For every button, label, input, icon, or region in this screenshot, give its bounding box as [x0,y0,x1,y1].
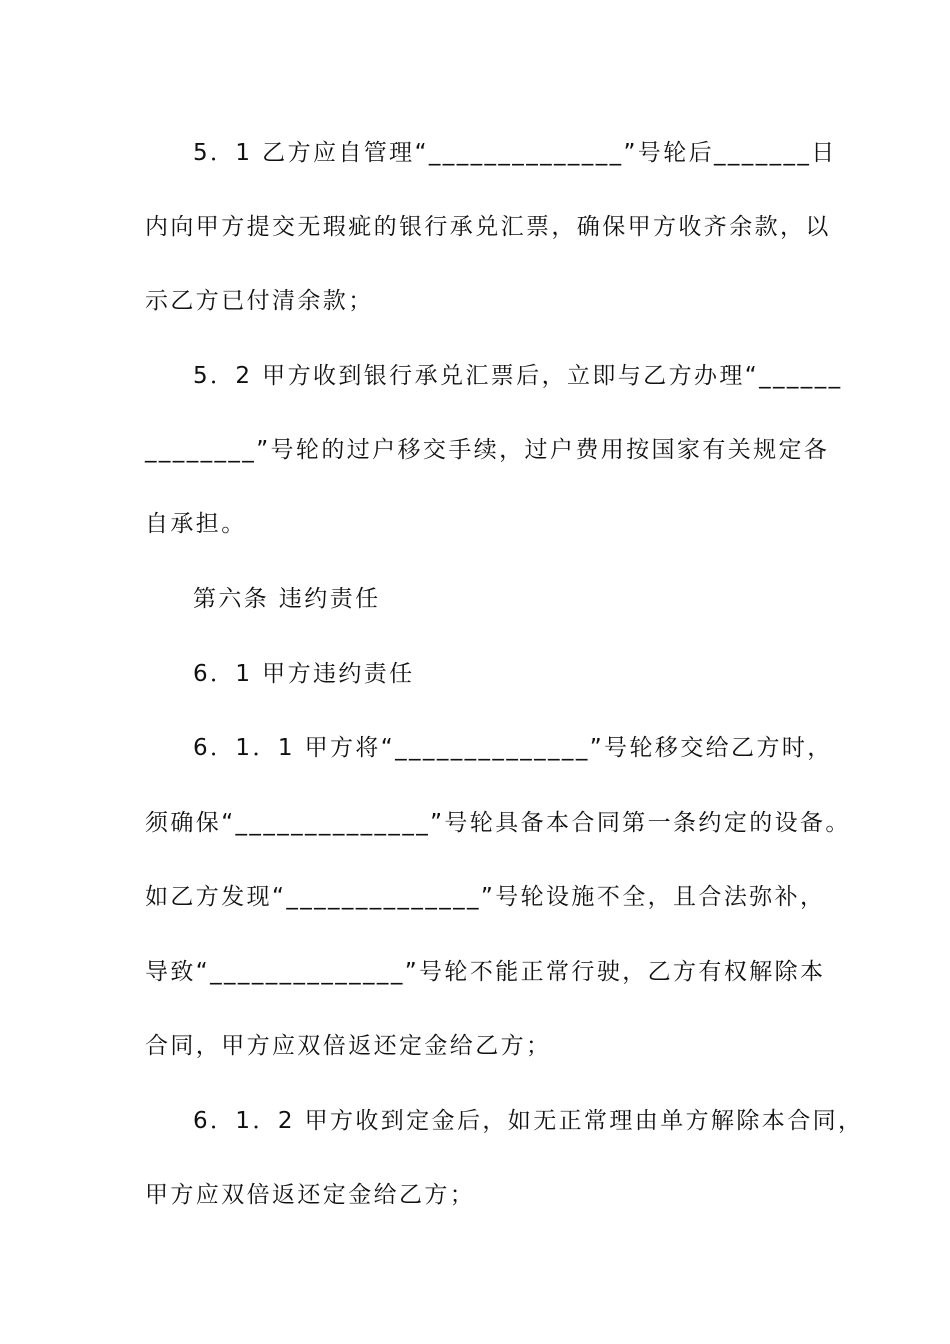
clause-5-2-line-1: 5．2 甲方收到银行承兑汇票后，立即与乙方办理“______ [193,363,843,389]
clause-6-1-1-line-2: 须确保“______________”号轮具备本合同第一条约定的设备。 [145,810,851,836]
clause-6-1-2-line-2: 甲方应双倍返还定金给乙方； [145,1182,476,1208]
clause-5-2-line-3: 自承担。 [145,511,247,537]
clause-5-2-line-2: ________”号轮的过户移交手续，过户费用按国家有关规定各 [145,437,830,463]
clause-6-1-1-line-1: 6．1．1 甲方将“______________”号轮移交给乙方时， [193,735,833,761]
clause-6-1-2-line-1: 6．1．2 甲方收到定金后，如无正常理由单方解除本合同， [193,1108,864,1134]
article-6-heading: 第六条 违约责任 [193,586,381,612]
clause-5-1-line-2: 内向甲方提交无瑕疵的银行承兑汇票，确保甲方收齐余款，以 [145,214,831,240]
clause-6-1-1-line-4: 导致“______________”号轮不能正常行驶，乙方有权解除本 [145,959,826,985]
clause-6-1-1-line-5: 合同，甲方应双倍返还定金给乙方； [145,1033,552,1059]
clause-5-1-line-1: 5．1 乙方应自管理“______________”号轮后_______日 [193,140,837,166]
clause-6-1-heading: 6．1 甲方违约责任 [193,661,415,687]
clause-5-1-line-3: 示乙方已付清余款； [145,288,374,314]
clause-6-1-1-line-3: 如乙方发现“______________”号轮设施不全，且合法弥补， [145,884,826,910]
